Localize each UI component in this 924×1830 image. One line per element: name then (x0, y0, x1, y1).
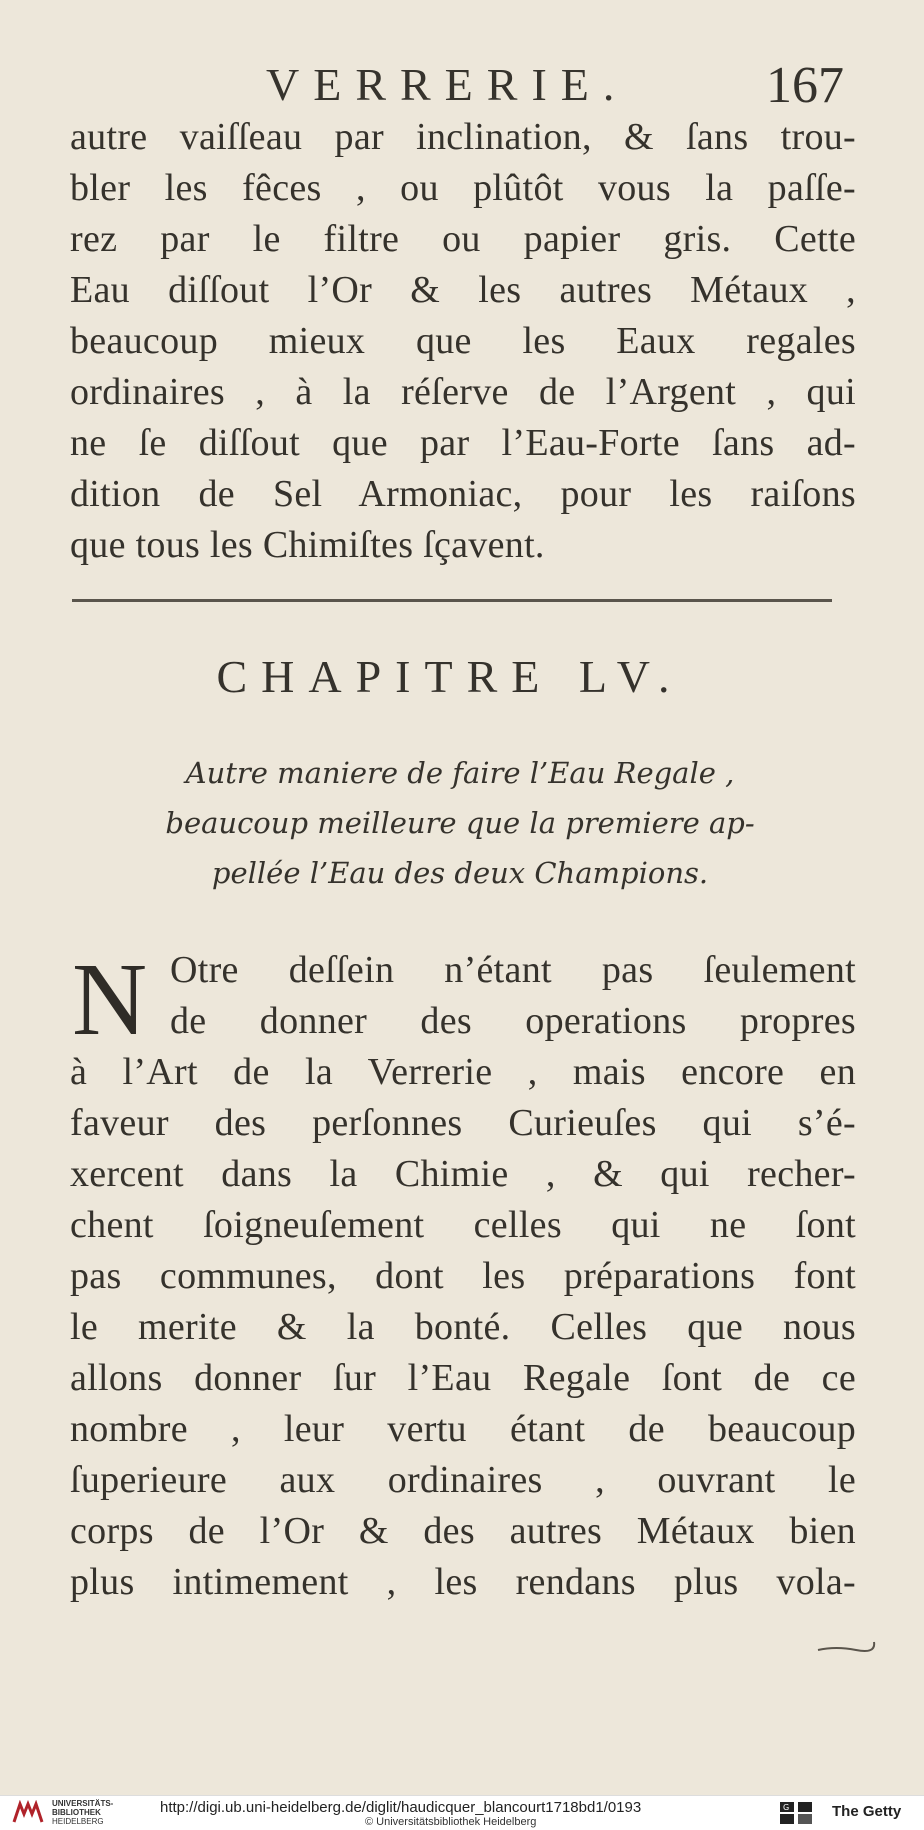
chapter-title: CHAPITRE LV. (216, 651, 684, 702)
text-line: beaucoup mieux que les Eaux regales (70, 320, 856, 362)
text-line: ſuperieure aux ordinaires , ouvrant le (70, 1459, 856, 1501)
text-line: allons donner ſur l’Eau Regale ſont de ce (70, 1357, 856, 1399)
institution-line: HEIDELBERG (52, 1817, 104, 1826)
text-line: rez par le filtre ou papier gris. Cette (70, 218, 856, 260)
institution-name (52, 1799, 113, 1826)
text-line: pas communes, dont les préparations font (70, 1255, 856, 1297)
chapter-body (70, 942, 856, 1608)
text-line: nombre , leur vertu étant de beaucoup (70, 1408, 856, 1450)
text-line: chent ſoigneuſement celles qui ne ſont (70, 1204, 856, 1246)
page-number: 167 (766, 57, 844, 114)
permalink-url[interactable]: http://digi.ub.uni-heidelberg.de/diglit/haudicquer_blancourt1718bd1/0193 (160, 1799, 642, 1816)
subtitle-line: beaucoup meilleure que la premiere ap- (165, 806, 755, 840)
section-divider (72, 599, 832, 602)
text-line: plus intimement , les rendans plus vola- (70, 1561, 856, 1603)
text-line: de donner des operations propres (170, 1000, 856, 1042)
text-line: Eau diſſout l’Or & les autres Métaux , (70, 269, 856, 311)
chapter-subtitle (90, 748, 830, 898)
text-line: que tous les Chimiſtes ſçavent. (70, 524, 545, 566)
viewer-footer (0, 1795, 924, 1830)
text-line: dition de Sel Armoniac, pour les raiſons (70, 473, 856, 515)
page-header (88, 56, 854, 116)
getty-badge-icon (778, 1800, 814, 1826)
text-line: Otre deſſein n’étant pas ſeulement (170, 949, 856, 991)
text-line: ordinaires , à la réſerve de l’Argent , qui (70, 371, 856, 413)
subtitle-line: pellée l’Eau des deux Champions. (211, 856, 709, 890)
text-line: corps de l’Or & des autres Métaux bien (70, 1510, 856, 1552)
text-line: ne ſe diſſout que par l’Eau-Forte ſans ad- (70, 422, 856, 464)
copyright-notice: © Universitätsbibliothek Heidelberg (365, 1816, 537, 1828)
text-line: bler les fêces , ou plûtôt vous la paſſe- (70, 167, 856, 209)
svg-text:G: G (783, 1803, 790, 1812)
text-line: faveur des perſonnes Curieuſes qui s’é- (70, 1102, 856, 1144)
continued-paragraph (70, 112, 856, 571)
text-line: autre vaiſſeau par inclination, & ſans trou- (70, 116, 856, 158)
institution-line: UNIVERSITÄTS- (52, 1799, 114, 1808)
subtitle-line: Autre maniere de faire l’Eau Regale , (185, 756, 735, 790)
institution-line: BIBLIOTHEK (52, 1808, 101, 1817)
drop-cap: N (72, 942, 148, 1057)
catchword-flourish (816, 1636, 876, 1656)
text-line: xercent dans la Chimie , & qui recher- (70, 1153, 856, 1195)
partner-name: The Getty (832, 1803, 902, 1820)
ub-heidelberg-logo-icon (10, 1800, 46, 1826)
text-line: le merite & la bonté. Celles que nous (70, 1306, 856, 1348)
running-title: VERRERIE. (266, 59, 629, 110)
text-line: à l’Art de la Verrerie , mais encore en (70, 1051, 856, 1093)
